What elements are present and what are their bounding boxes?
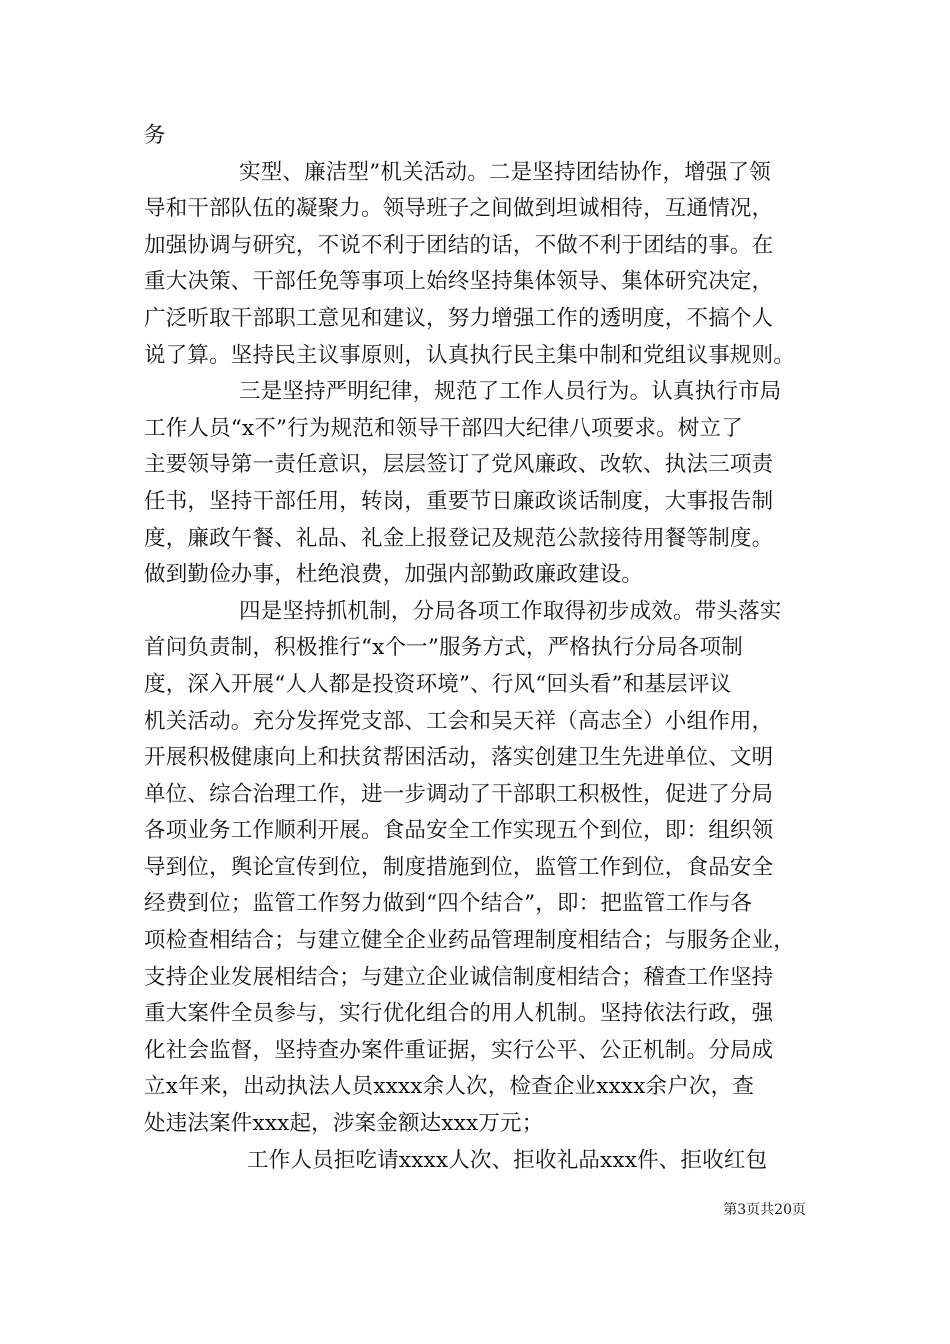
text-line: 做到勤俭办事，杜绝浪费，加强内部勤政廉政建设。	[144, 562, 644, 588]
paragraph-start-line: 三是坚持严明纪律，规范了工作人员行为。认真执行市局	[239, 379, 782, 405]
text-line: 导到位，舆论宣传到位，制度措施到位，监管工作到位，食品安全	[144, 854, 774, 880]
text-line: 支持企业发展相结合；与建立企业诚信制度相结合；稽查工作坚持	[144, 964, 774, 990]
text-line: 度，廉政午餐、礼品、礼金上报登记及规范公款接待用餐等制度。	[144, 525, 774, 551]
document-body	[144, 118, 824, 1179]
text-line: 工作人员“x不”行为规范和领导干部四大纪律八项要求。树立了	[144, 415, 743, 441]
text-line: 说了算。坚持民主议事原则，认真执行民主集中制和党组议事规则。	[144, 342, 796, 368]
text-line: 单位、综合治理工作，进一步调动了干部职工积极性，促进了分局	[144, 781, 774, 807]
text-line: 项检查相结合；与建立健全企业药品管理制度相结合；与服务企业，	[144, 928, 796, 954]
text-line: 处违法案件xxx起，涉案金额达xxx万元；	[144, 1111, 544, 1137]
text-line: 经费到位；监管工作努力做到“四个结合”，即：把监管工作与各	[144, 891, 753, 917]
text-line: 重大案件全员参与，实行优化组合的用人机制。坚持依法行政，强	[144, 1001, 774, 1027]
text-line: 开展积极健康向上和扶贫帮困活动，落实创建卫生先进单位、文明	[144, 745, 774, 771]
text-line: 各项业务工作顺利开展。食品安全工作实现五个到位，即：组织领	[144, 818, 774, 844]
text-line: 务	[144, 123, 166, 148]
text-line: 立x年来，出动执法人员xxxx余人次，检查企业xxxx余户次，查	[144, 1074, 755, 1100]
paragraph-start-line: 四是坚持抓机制，分局各项工作取得初步成效。带头落实	[239, 598, 782, 624]
text-line: 主要领导第一责任意识，层层签订了党风廉政、改软、执法三项责	[144, 452, 774, 478]
paragraph-start-line: 实型、廉洁型”机关活动。二是坚持团结协作，增强了领	[239, 159, 771, 185]
page-number-footer: 第3页共20页	[723, 1202, 806, 1218]
text-line: 加强协调与研究，不说不利于团结的话，不做不利于团结的事。在	[144, 232, 774, 258]
text-line: 任书，坚持干部任用，转岗，重要节日廉政谈话制度，大事报告制	[144, 488, 774, 514]
text-line: 首问负责制，积极推行“x个一”服务方式，严格执行分局各项制	[144, 635, 743, 661]
text-line: 导和干部队伍的凝聚力。领导班子之间做到坦诚相待，互通情况，	[144, 196, 774, 222]
paragraph-start-line: 工作人员拒吃请xxxx人次、拒收礼品xxx件、拒收红包	[247, 1147, 768, 1173]
text-line: 度，深入开展“人人都是投资环境”、行风“回头看”和基层评议	[144, 671, 732, 697]
text-line: 广泛听取干部职工意见和建议，努力增强工作的透明度，不搞个人	[144, 305, 774, 331]
text-line: 机关活动。充分发挥党支部、工会和吴天祥（高志全）小组作用，	[144, 708, 774, 734]
text-line: 重大决策、干部任免等事项上始终坚持集体领导、集体研究决定，	[144, 269, 774, 295]
text-line: 化社会监督，坚持查办案件重证据，实行公平、公正机制。分局成	[144, 1037, 774, 1063]
